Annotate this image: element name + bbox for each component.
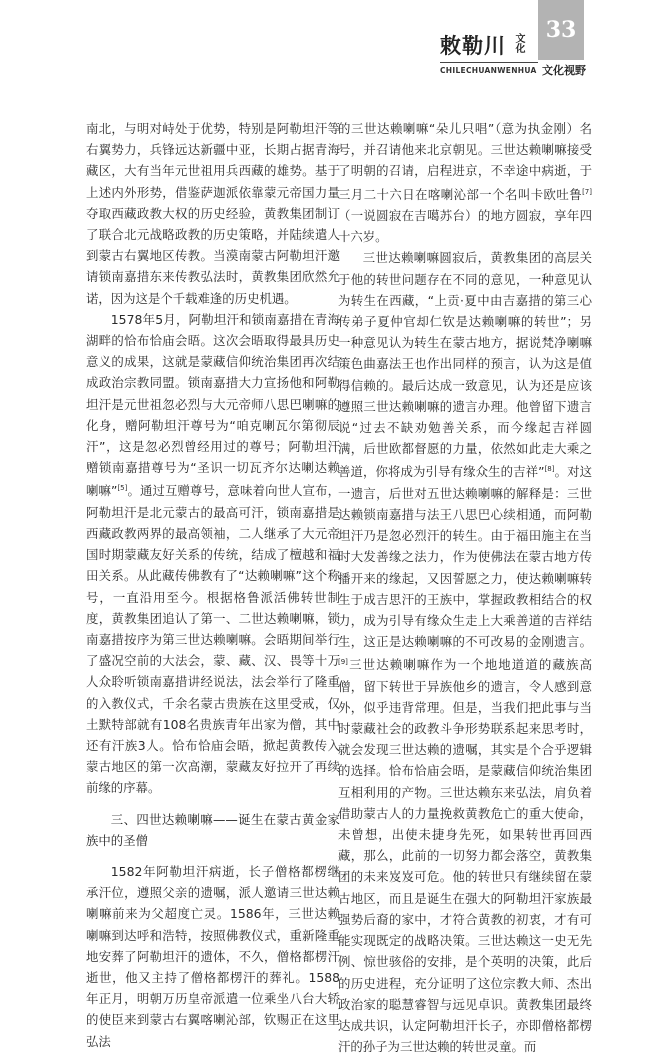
- left-paragraph-3: 1582年阿勒坦汗病逝，长子僧格都楞继承汗位，遵照父亲的遗嘱，派人邀请三世达赖喇嘛前来为父超度亡灵。1586年，三世达赖喇嘛到达呼和浩特，按照佛教仪式，重新隆重地安葬了阿勒坦汗的遗体，不久，僧格都楞汗逝世，他又主持了僧格都楞汗的葬礼。1588年正月，明朝万历皇帝派遣一位乘坐八台大轿的使臣来到蒙古右翼喀喇沁部，钦赐正在这里弘法: [86, 864, 340, 1049]
- masthead-logo: [440, 30, 538, 82]
- masthead-badge: 文化: [513, 33, 524, 53]
- page-number: 33: [545, 17, 577, 43]
- right-paragraph-2-mid: 。对这一遗言，后世对五世达赖喇嘛的解释是：三世达赖锁南嘉措与法王八思巴心续相通，而阿勒坦汗乃是忽必烈汗的转生。由于福田施主在当时大发善缘之法力，作为使佛法在蒙古地方传播开来的缘起，又因誓愿之力，使达赖喇嘛转生于成吉思汗的王族中，掌握政教相结合的权力，成为引导有缘众生走上大乘善道的吉祥结生，这正是达赖喇嘛的不可改易的金刚遗言。: [338, 464, 593, 650]
- page-number-box: [538, 0, 584, 60]
- footnote-ref: [9]: [338, 658, 348, 667]
- masthead-rule: [440, 62, 538, 63]
- footnote-ref: [8]: [544, 465, 555, 474]
- left-paragraph-2-tail: 。通过互赠尊号，意味着向世人宣布，阿勒坦汗是北元蒙古的最高可汗，锁南嘉措是西藏政教两界的最高领袖，二人继承了大元帝国时期蒙藏友好关系的传统，结成了檀越和福田关系。从此藏传佛教有了“达赖喇嘛”这个称号，一直沿用至今。根据格鲁派活佛转世制度，黄教集团追认了第一、二世达赖喇嘛，锁南嘉措按序为第三世达赖喇嘛。会晤期间举行了盛况空前的大法会，蒙、藏、汉、畏等十万人众聆听锁南嘉措讲经说法，法会举行了隆重的入教仪式，千余名蒙古贵族在这里受戒，仅土默特部就有108名贵族青年出家为僧，其中还有汗族3人。恰布恰庙会晤，掀起黄教传入蒙古地区的第一次高潮，蒙藏友好拉开了再续前缘的序幕。: [86, 483, 340, 796]
- section-title: 文化视野: [542, 64, 586, 77]
- paragraph-gap: [86, 799, 340, 809]
- left-paragraph-2-text: 1578年5月，阿勒坦汗和锁南嘉措在青海湖畔的恰布恰庙会晤。这次会晤取得最具历史意义的成果，这就是蒙藏信仰统治集团再次结成政治宗教同盟。锁南嘉措大力宣扬他和阿勒坦汗是元世祖忽必烈与大元帝师八思巴喇嘛的化身，赠阿勒坦汗尊号为“咱克喇瓦尔第彻辰汗”，这是忽必烈曾经用过的尊号；阿勒坦汗赠锁南嘉措尊号为“圣识一切瓦齐尔达喇达赖喇嘛”: [86, 311, 340, 499]
- right-paragraph-1-text: 的三世达赖喇嘛“朵儿只唱”（意为执金刚）名号，并召请他来北京朝见。三世达赖喇嘛接受了明朝的召请，启程进京，不幸途中病逝，于三月二十六日在喀喇沁部一个名叫卡欧吐鲁: [338, 121, 592, 202]
- footnote-ref: [7]: [582, 187, 592, 196]
- section-heading: 三、四世达赖喇嘛——诞生在蒙古黄金家族中的圣僧: [86, 811, 340, 848]
- right-paragraph-2-text: 三世达赖喇嘛圆寂后，黄教集团的高层关于他的转世问题存在不同的意见，一种意见认为转生在西藏，“上贡·夏中由吉嘉措的第三心传弟子夏仲官却仁钦是达赖喇嘛的转世”；另一种意见认为转生在蒙古地方，据说梵净喇嘛策色曲嘉法王也作出同样的预言，认为这是值得信赖的。最后达成一致意见，认为还是应该遵照三世达赖喇嘛的遗言办理。他曾留下遗言说“过去不缺劝勉善关系，而今缘起吉祥圆满，后世欧都督愿的力量，依然如此走大乘之善道，你将成为引导有缘众生的吉祥”: [338, 250, 592, 480]
- right-column: [338, 118, 592, 1057]
- left-paragraph-2: [86, 309, 340, 799]
- right-paragraph-2-tail: 三世达赖喇嘛作为一个地地道道的藏族高僧，留下转世于异族他乡的遗言，令人感到意外，似乎违背常理。但是，当我们把此事与当时蒙藏社会的政教斗争形势联系起来思考时，就会发现三世达赖的遗嘱，其实是个合乎逻辑的选择。恰布恰庙会晤，是蒙藏信仰统治集团互相利用的产物。三世达赖东来弘法，肩负着借助蒙古人的力量挽救黄教危亡的重大使命，未曾想，出使未捷身先死，如果转世再回西藏，那么，此前的一切努力都会落空，黄教集团的未来岌岌可危。他的转世只有继续留在蒙古地区，而且是诞生在强大的阿勒坦汗家族最强势后裔的家中，才符合黄教的初衷，才有可能实现既定的战略决策。三世达赖这一史无先例、惊世骇俗的安排，是个英明的决策，此后的历史进程，充分证明了这位宗教大师、杰出政治家的聪慧睿智与远见卓识。黄教集团最终达成共识，认定阿勒坦汗长子，亦即僧格都楞汗的孙子为三世达赖的转世灵童。而: [338, 657, 592, 1055]
- right-paragraph-2: [338, 247, 592, 1057]
- left-paragraph-1-text: 南北，与明对峙处于优势，特别是阿勒坦汗等右翼势力，兵锋远达新疆中亚，长期占据青海藏区，大有当年元世祖用兵西藏的雄势。基于上述内外形势，借鉴萨迦派依靠蒙元帝国力量夺取西藏政教大权的历史经验，黄教集团制订了联合北元战略政教的历史策略，并陆续遣人到蒙古右翼地区传教。当漠南蒙古阿勒坦汗邀请锁南嘉措东来传教弘法时，黄教集团欣然允诺，因为这是个千载难逢的历史机遇。: [86, 121, 340, 306]
- right-paragraph-1-tail: （一说圆寂在吉噶苏台）的地方圆寂，享年四十六岁。: [338, 207, 592, 245]
- left-paragraph-1: [86, 118, 340, 309]
- page-header: [0, 0, 667, 88]
- masthead-pinyin: CHILECHUANWENHUA: [440, 66, 537, 75]
- masthead-title: 敕勒川: [440, 33, 506, 58]
- footnote-ref: [5]: [117, 484, 128, 493]
- right-paragraph-1: [338, 118, 592, 247]
- left-column: [86, 118, 340, 1052]
